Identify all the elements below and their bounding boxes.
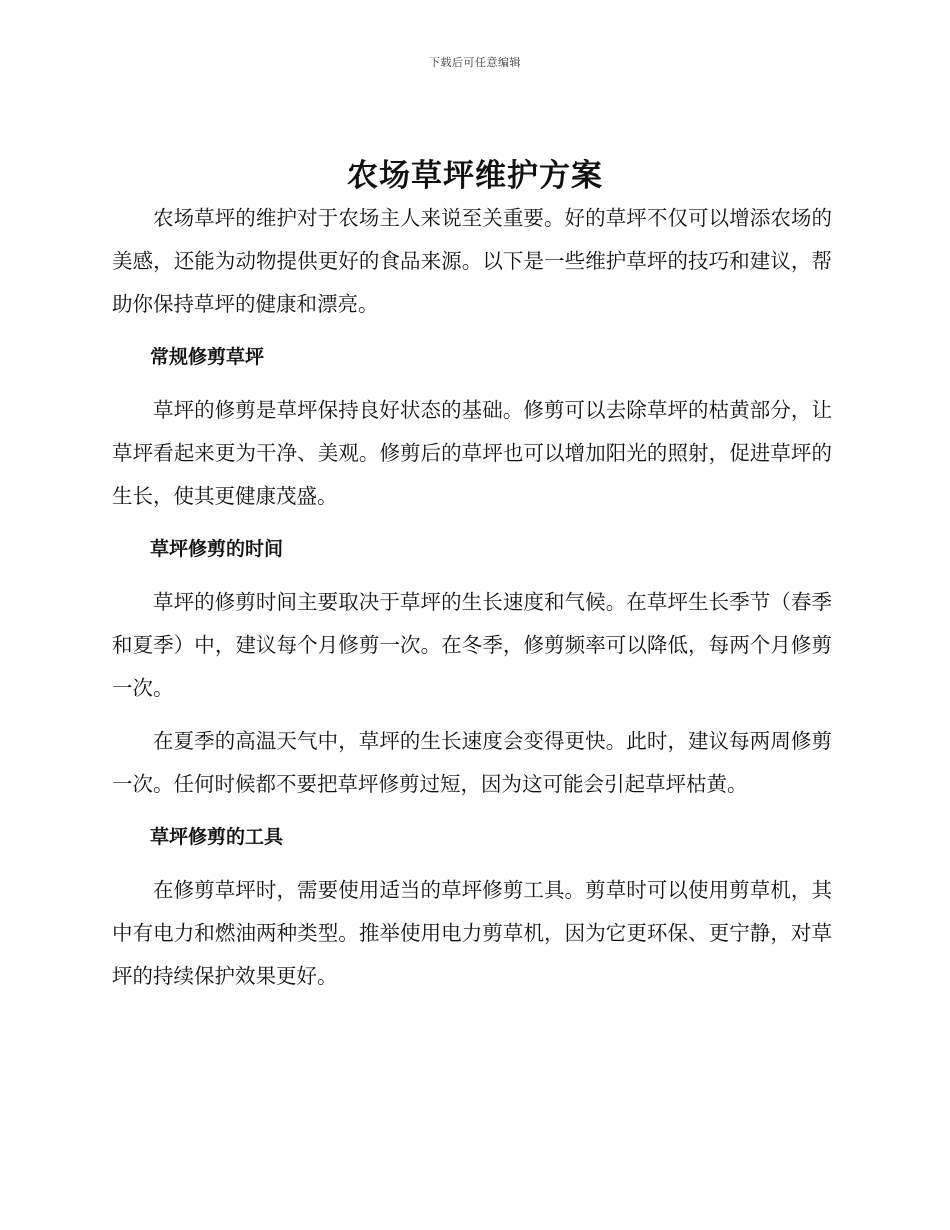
section-heading-mowing-tools: 草坪修剪的工具 [150,826,284,848]
page-title: 农场草坪维护方案 [347,158,603,194]
section-heading-regular-mowing: 常规修剪草坪 [150,346,265,368]
section2-paragraph-2: 在夏季的高温天气中，草坪的生长速度会变得更快。此时，建议每两周修剪一次。任何时候都不要把草坪修剪过短，因为这可能会引起草坪枯黄。 [112,729,832,796]
header-note: 下载后可任意编辑 [429,56,521,69]
section-heading-mowing-time: 草坪修剪的时间 [150,538,284,560]
section3-paragraph: 在修剪草坪时，需要使用适当的草坪修剪工具。剪草时可以使用剪草机，其中有电力和燃油两种类型。推举使用电力剪草机，因为它更环保、更宁静，对草坪的持续保护效果更好。 [112,878,832,988]
section2-paragraph-1: 草坪的修剪时间主要取决于草坪的生长速度和气候。在草坪生长季节（春季和夏季）中，建议每个月修剪一次。在冬季，修剪频率可以降低，每两个月修剪一次。 [112,590,832,700]
intro-paragraph: 农场草坪的维护对于农场主人来说至关重要。好的草坪不仅可以增添农场的美感，还能为动物提供更好的食品来源。以下是一些维护草坪的技巧和建议，帮助你保持草坪的健康和漂亮。 [112,206,832,316]
document-body [112,197,832,1008]
section1-paragraph: 草坪的修剪是草坪保持良好状态的基础。修剪可以去除草坪的枯黄部分，让草坪看起来更为干净、美观。修剪后的草坪也可以增加阳光的照射，促进草坪的生长，使其更健康茂盛。 [112,398,832,508]
